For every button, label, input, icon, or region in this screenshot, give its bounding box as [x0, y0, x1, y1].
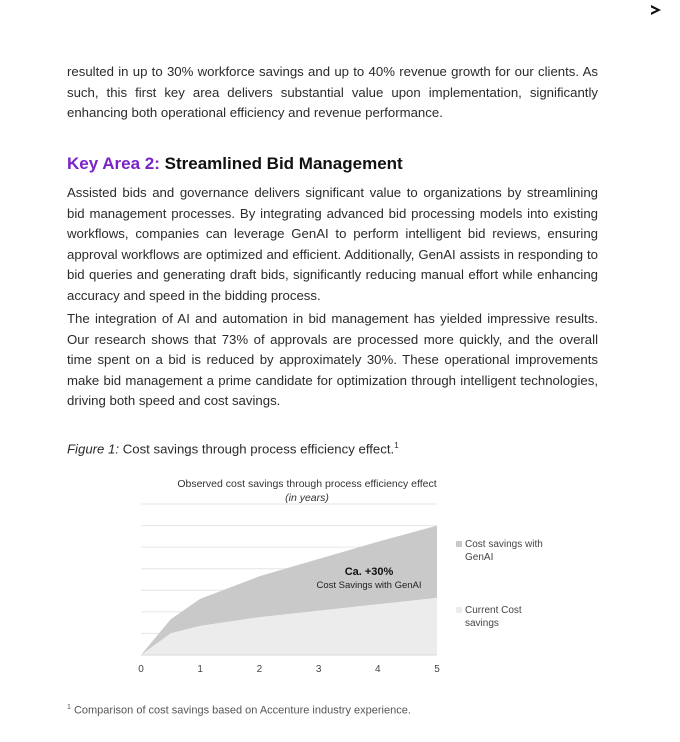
footnote-text: Comparison of cost savings based on Accenture industry experience.: [70, 704, 411, 717]
x-tick-label: 3: [315, 664, 322, 675]
x-tick-label: 4: [375, 664, 381, 675]
x-tick-label: 2: [256, 664, 263, 675]
annotation-text: Cost Savings with GenAI: [316, 580, 422, 591]
figure-caption-ref: 1: [394, 441, 399, 450]
legend-label-genai: Cost savings with GenAI: [465, 539, 543, 563]
annotation-title: Ca. +30%: [344, 566, 394, 578]
chart-title: Observed cost savings through process efficiency effect: [177, 478, 437, 490]
figure-caption-label: Figure 1:: [67, 441, 120, 457]
heading-prefix: Key Area 2:: [67, 154, 160, 173]
x-tick-label: 1: [197, 664, 203, 675]
x-tick-label: 5: [434, 664, 440, 675]
figure-caption-text: Cost savings through process efficiency effect.: [119, 441, 395, 457]
heading-title: Streamlined Bid Management: [159, 154, 403, 173]
chart-subtitle: (in years): [285, 492, 329, 504]
legend-swatch-current: [456, 607, 462, 613]
legend-label-current: Current Cost savings: [465, 605, 522, 629]
legend-swatch-genai: [456, 541, 462, 547]
x-tick-label: 0: [138, 664, 144, 675]
footnote-ref: 1: [67, 704, 71, 711]
body-paragraph-2: The integration of AI and automation in bid management has yielded impressive results. Our research shows that 73% of approvals are processed more quickly, and the overall time spent on a bid is reduced by approximately 30%. These operational improvements make bid management a prime candidate for optimization through intelligent technologies, driving both speed and cost savings.: [67, 311, 598, 409]
body-paragraph-1: Assisted bids and governance delivers significant value to organizations by streamlining bid management processes. By integrating advanced bid processing models into existing workflows, companies can leverage GenAI to perform intelligent bid reviews, ensuring approval workflows are optimized and efficient. Additionally, GenAI assists in responding to bid queries and generating draft bids, significantly reducing manual effort while enhancing accuracy and speed in the bidding process.: [67, 185, 598, 303]
intro-paragraph: resulted in up to 30% workforce savings and up to 40% revenue growth for our clients. As such, this first key area delivers substantial value upon implementation, significantly enhancing both operational efficiency and revenue performance.: [67, 64, 598, 121]
footnote: [67, 704, 411, 717]
